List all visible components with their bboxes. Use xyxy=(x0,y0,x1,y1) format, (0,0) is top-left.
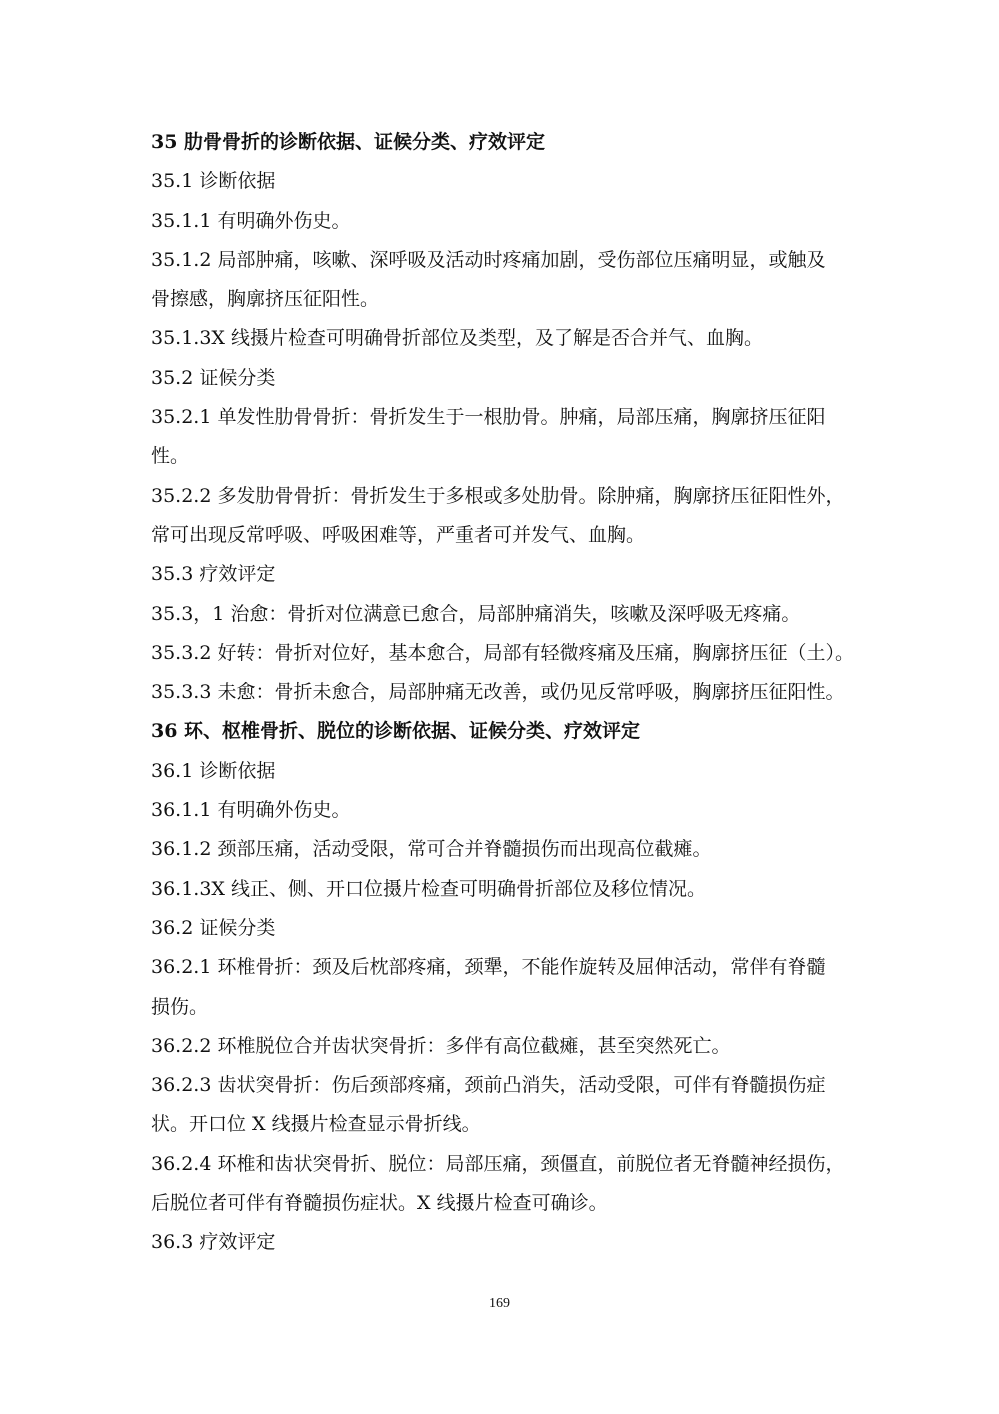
paragraph-line: 35.3.2 好转：骨折对位好，基本愈合，局部有轻微疼痛及压痛，胸廓挤压征（土）。 xyxy=(151,641,854,664)
paragraph-line: 36.2.3 齿状突骨折：伤后颈部疼痛，颈前凸消失，活动受限，可伴有脊髓损伤症 xyxy=(151,1074,826,1097)
paragraph-line: 35.1.3X 线摄片检查可明确骨折部位及类型，及了解是否合并气、血胸。 xyxy=(151,327,764,350)
paragraph-line: 35.3，1 治愈：骨折对位满意已愈合，局部肿痛消失，咳嗽及深呼吸无疼痛。 xyxy=(151,602,801,625)
paragraph-line: 35.2.2 多发肋骨骨折：骨折发生于多根或多处肋骨。除肿痛，胸廓挤压征阳性外， xyxy=(151,484,845,507)
section-36-3-title: 36.3 疗效评定 xyxy=(151,1231,276,1254)
section-35-3-title: 35.3 疗效评定 xyxy=(151,563,276,586)
paragraph-line: 35.3.3 未愈：骨折未愈合，局部肿痛无改善，或仍见反常呼吸，胸廓挤压征阳性。 xyxy=(151,681,845,704)
section-35-heading: 35 肋骨骨折的诊断依据、证候分类、疗效评定 xyxy=(151,131,546,153)
section-36-2-title: 36.2 证候分类 xyxy=(151,916,276,939)
paragraph-line: 骨擦感，胸廓挤压征阳性。 xyxy=(151,288,380,311)
page-number: 169 xyxy=(489,1296,510,1311)
paragraph-line: 36.2.1 环椎骨折：颈及后枕部疼痛，颈犟，不能作旋转及屈伸活动，常伴有脊髓 xyxy=(151,956,826,979)
paragraph-line: 35.1.1 有明确外伤史。 xyxy=(151,209,351,232)
document-body xyxy=(151,123,854,1263)
section-36-heading: 36 环、枢椎骨折、脱位的诊断依据、证候分类、疗效评定 xyxy=(151,720,641,743)
paragraph-line: 后脱位者可伴有脊髓损伤症状。X 线摄片检查可确诊。 xyxy=(151,1192,608,1215)
paragraph-line: 35.2.1 单发性肋骨骨折：骨折发生于一根肋骨。肿痛，局部压痛，胸廓挤压征阳 xyxy=(151,406,826,429)
paragraph-line: 36.1.3X 线正、侧、开口位摄片检查可明确骨折部位及移位情况。 xyxy=(151,877,707,900)
paragraph-line: 36.2.4 环椎和齿状突骨折、脱位：局部压痛，颈僵直，前脱位者无脊髓神经损伤， xyxy=(151,1152,845,1175)
section-35-2-title: 35.2 证候分类 xyxy=(151,366,276,389)
section-36-1-title: 36.1 诊断依据 xyxy=(151,759,276,782)
paragraph-line: 36.2.2 环椎脱位合并齿状突骨折：多伴有高位截瘫，甚至突然死亡。 xyxy=(151,1034,731,1057)
paragraph-line: 损伤。 xyxy=(151,995,209,1018)
paragraph-line: 常可出现反常呼吸、呼吸困难等，严重者可并发气、血胸。 xyxy=(151,523,646,546)
section-35-1-title: 35.1 诊断依据 xyxy=(151,170,276,193)
paragraph-line: 性。 xyxy=(151,445,190,468)
paragraph-line: 状。开口位 X 线摄片检查显示骨折线。 xyxy=(151,1113,481,1136)
paragraph-line: 36.1.1 有明确外伤史。 xyxy=(151,799,351,822)
paragraph-line: 36.1.2 颈部压痛，活动受限，常可合并脊髓损伤而出现高位截瘫。 xyxy=(151,838,712,861)
paragraph-line: 35.1.2 局部肿痛，咳嗽、深呼吸及活动时疼痛加剧，受伤部位压痛明显，或触及 xyxy=(151,248,826,271)
